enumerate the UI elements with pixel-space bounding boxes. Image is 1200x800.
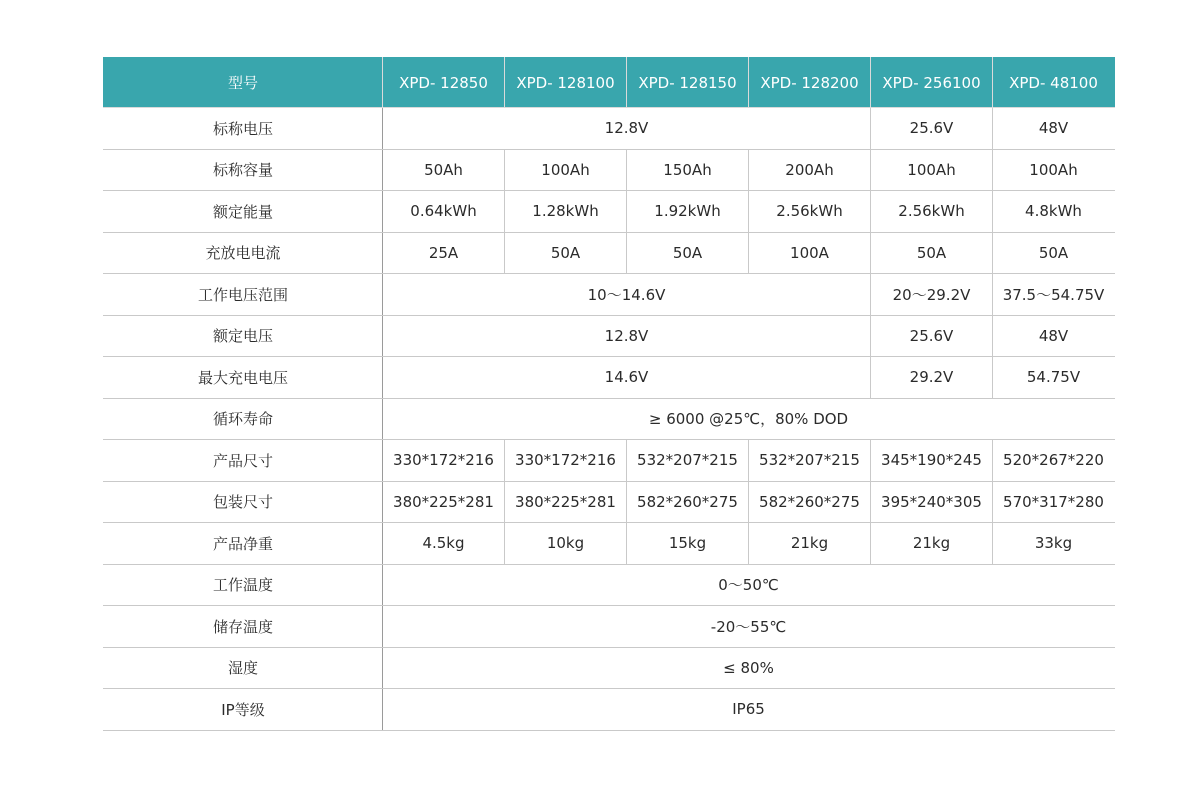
table-cell: 0～50℃: [383, 564, 1115, 606]
row-label: 最大充电电压: [104, 357, 383, 399]
table-header: [104, 58, 1115, 108]
table-cell: 1.28kWh: [505, 191, 627, 233]
table-cell: 50Ah: [383, 149, 505, 191]
table-cell: 4.8kWh: [993, 191, 1115, 233]
row-label: 工作温度: [104, 564, 383, 606]
table-row: [104, 108, 1115, 150]
table-cell: 100Ah: [505, 149, 627, 191]
row-label: 额定电压: [104, 315, 383, 357]
table-cell: 100A: [749, 232, 871, 274]
row-label: 循环寿命: [104, 398, 383, 440]
row-label: 湿度: [104, 647, 383, 689]
table-cell: 21kg: [871, 523, 993, 565]
table-cell: 100Ah: [871, 149, 993, 191]
row-label: 包装尺寸: [104, 481, 383, 523]
table-cell: 2.56kWh: [871, 191, 993, 233]
table-cell: 2.56kWh: [749, 191, 871, 233]
table-cell: 12.8V: [383, 108, 871, 150]
row-label: 储存温度: [104, 606, 383, 648]
header-model-cell: XPD- 48100: [993, 58, 1115, 108]
table-cell: 4.5kg: [383, 523, 505, 565]
table-cell: 395*240*305: [871, 481, 993, 523]
table-row: [104, 149, 1115, 191]
header-model-cell: XPD- 128200: [749, 58, 871, 108]
table-row: [104, 523, 1115, 565]
table-cell: 25.6V: [871, 108, 993, 150]
row-label: 标称容量: [104, 149, 383, 191]
row-label: 额定能量: [104, 191, 383, 233]
table-cell: 100Ah: [993, 149, 1115, 191]
table-cell: 532*207*215: [749, 440, 871, 482]
table-cell: 12.8V: [383, 315, 871, 357]
table-body: [104, 108, 1115, 731]
table-cell: 25.6V: [871, 315, 993, 357]
table-cell: 37.5～54.75V: [993, 274, 1115, 316]
row-label: 工作电压范围: [104, 274, 383, 316]
header-model-cell: XPD- 12850: [383, 58, 505, 108]
header-model-cell: XPD- 256100: [871, 58, 993, 108]
table-cell: -20～55℃: [383, 606, 1115, 648]
table-cell: 10～14.6V: [383, 274, 871, 316]
table-row: [104, 191, 1115, 233]
table-cell: 532*207*215: [627, 440, 749, 482]
table-cell: 14.6V: [383, 357, 871, 399]
row-label: 产品净重: [104, 523, 383, 565]
table-cell: 48V: [993, 108, 1115, 150]
table-cell: 330*172*216: [505, 440, 627, 482]
table-row: [104, 232, 1115, 274]
table-cell: 25A: [383, 232, 505, 274]
table-cell: 50A: [627, 232, 749, 274]
table-row: [104, 647, 1115, 689]
table-cell: 50A: [871, 232, 993, 274]
table-cell: 20～29.2V: [871, 274, 993, 316]
table-cell: 10kg: [505, 523, 627, 565]
table-cell: 15kg: [627, 523, 749, 565]
table-cell: 380*225*281: [505, 481, 627, 523]
table-cell: 48V: [993, 315, 1115, 357]
table-cell: 582*260*275: [627, 481, 749, 523]
table-cell: 29.2V: [871, 357, 993, 399]
table-cell: 54.75V: [993, 357, 1115, 399]
table-row: [104, 689, 1115, 731]
row-label: 产品尺寸: [104, 440, 383, 482]
table-row: [104, 315, 1115, 357]
table-cell: 33kg: [993, 523, 1115, 565]
table-cell: 200Ah: [749, 149, 871, 191]
spec-table: [103, 57, 1115, 731]
table-row: [104, 357, 1115, 399]
table-cell: 570*317*280: [993, 481, 1115, 523]
table-row: [104, 398, 1115, 440]
row-label: 充放电电流: [104, 232, 383, 274]
row-label: IP等级: [104, 689, 383, 731]
table-cell: 520*267*220: [993, 440, 1115, 482]
table-cell: 0.64kWh: [383, 191, 505, 233]
table-cell: 1.92kWh: [627, 191, 749, 233]
table-row: [104, 564, 1115, 606]
table-row: [104, 481, 1115, 523]
table-cell: 21kg: [749, 523, 871, 565]
header-model-cell: XPD- 128150: [627, 58, 749, 108]
table-cell: 330*172*216: [383, 440, 505, 482]
table-row: [104, 440, 1115, 482]
table-cell: 582*260*275: [749, 481, 871, 523]
header-label-cell: 型号: [104, 58, 383, 108]
table-cell: ≤ 80%: [383, 647, 1115, 689]
table-row: [104, 274, 1115, 316]
header-model-cell: XPD- 128100: [505, 58, 627, 108]
table-cell: 150Ah: [627, 149, 749, 191]
table-cell: 50A: [505, 232, 627, 274]
table-cell: 380*225*281: [383, 481, 505, 523]
table-row: [104, 606, 1115, 648]
table-cell: 50A: [993, 232, 1115, 274]
header-row: [104, 58, 1115, 108]
table-cell: IP65: [383, 689, 1115, 731]
row-label: 标称电压: [104, 108, 383, 150]
table-cell: 345*190*245: [871, 440, 993, 482]
table-cell: ≥ 6000 @25℃，80% DOD: [383, 398, 1115, 440]
